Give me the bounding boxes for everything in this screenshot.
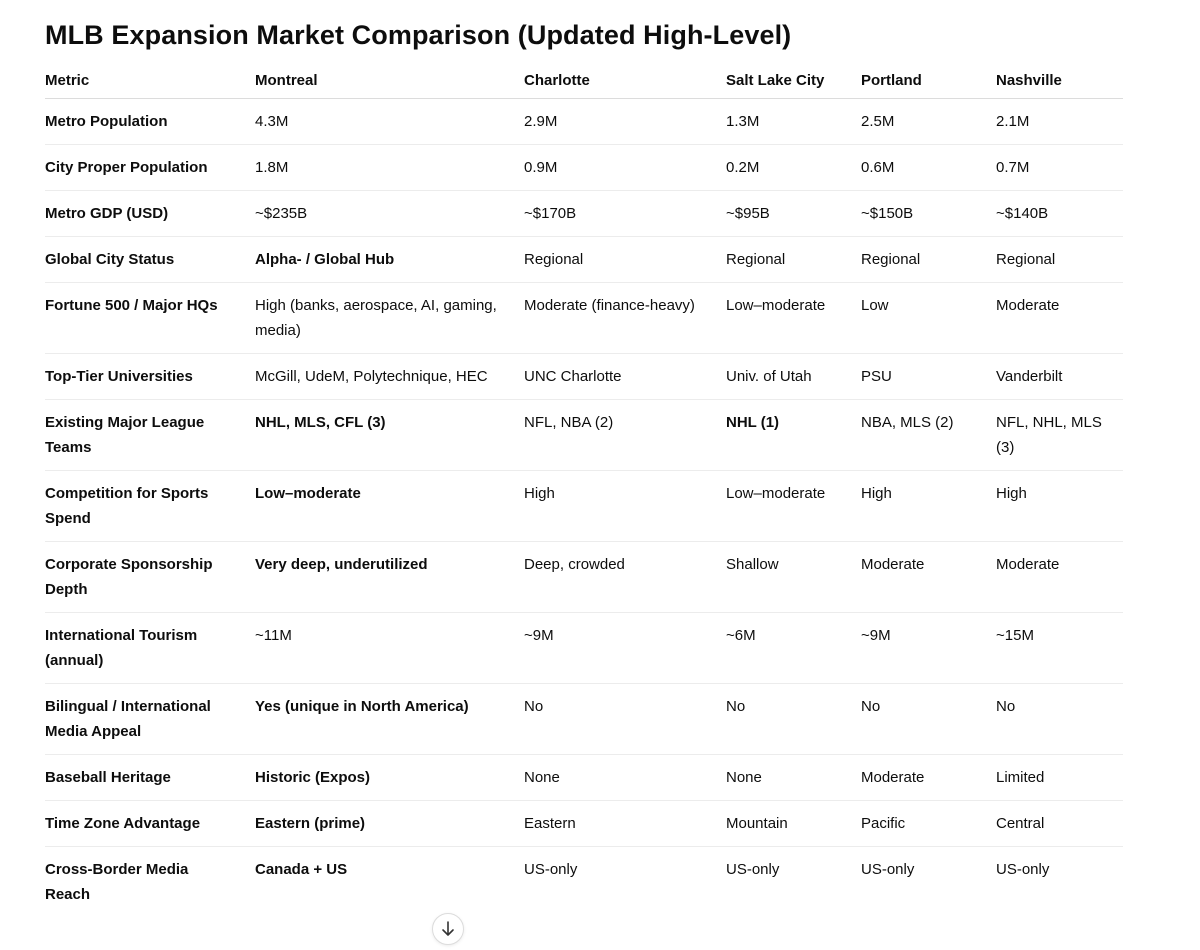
cell-nashville: ~15M xyxy=(996,613,1123,684)
cell-charlotte: UNC Charlotte xyxy=(524,354,726,400)
cell-nashville: Central xyxy=(996,801,1123,847)
cell-portland: Low xyxy=(861,283,996,354)
cell-portland: Moderate xyxy=(861,755,996,801)
scroll-to-bottom-button[interactable] xyxy=(432,913,464,945)
cell-portland: No xyxy=(861,684,996,755)
row-metric-label: Baseball Heritage xyxy=(45,755,255,801)
table-row xyxy=(45,145,1123,191)
table-row xyxy=(45,684,1123,755)
table-row xyxy=(45,542,1123,613)
row-metric-label: City Proper Population xyxy=(45,145,255,191)
table-header-row xyxy=(45,62,1123,99)
row-metric-label: Existing Major League Teams xyxy=(45,400,255,471)
cell-portland: US-only xyxy=(861,861,915,878)
cell-montreal: 1.8M xyxy=(255,145,524,191)
cell-portland: High xyxy=(861,471,996,542)
cell-charlotte: NFL, NBA (2) xyxy=(524,400,726,471)
cell-nashville: Regional xyxy=(996,237,1123,283)
header-montreal: Montreal xyxy=(255,62,524,99)
row-metric-label: International Tourism (annual) xyxy=(45,613,255,684)
table-row xyxy=(45,354,1123,400)
row-metric-label: Global City Status xyxy=(45,237,255,283)
cell-salt-lake-city: 1.3M xyxy=(726,99,861,145)
cell-portland: 2.5M xyxy=(861,99,996,145)
cell-portland: Pacific xyxy=(861,801,996,847)
cell-salt-lake-city: Univ. of Utah xyxy=(726,354,861,400)
cell-montreal: Low–moderate xyxy=(255,471,524,542)
cell-salt-lake-city: ~6M xyxy=(726,613,861,684)
table-row xyxy=(45,237,1123,283)
cell-montreal: Yes (unique in North America) xyxy=(255,684,524,755)
table-row xyxy=(45,471,1123,542)
cell-charlotte: Deep, crowded xyxy=(524,542,726,613)
cell-charlotte: None xyxy=(524,755,726,801)
cell-montreal: NHL, MLS, CFL (3) xyxy=(255,400,524,471)
cell-salt-lake-city: No xyxy=(726,684,861,755)
cell-nashville: Limited xyxy=(996,755,1123,801)
row-metric-label: Metro GDP (USD) xyxy=(45,191,255,237)
table-row xyxy=(45,801,1123,847)
cell-nashville: Moderate xyxy=(996,283,1123,354)
row-metric-label: Cross-Border Media Reach xyxy=(45,861,189,903)
cell-charlotte: Eastern xyxy=(524,801,726,847)
table-row xyxy=(45,283,1123,354)
row-metric-label: Time Zone Advantage xyxy=(45,801,255,847)
cell-nashville: 0.7M xyxy=(996,145,1123,191)
page-title: MLB Expansion Market Comparison (Updated High-Level) xyxy=(45,20,792,50)
cell-portland: 0.6M xyxy=(861,145,996,191)
cell-charlotte: High xyxy=(524,471,726,542)
table-row xyxy=(45,613,1123,684)
cell-portland: ~$150B xyxy=(861,191,996,237)
cell-portland: NBA, MLS (2) xyxy=(861,400,996,471)
table-row xyxy=(45,847,1123,918)
cell-nashville: Vanderbilt xyxy=(996,354,1123,400)
header-salt-lake-city: Salt Lake City xyxy=(726,62,861,99)
table-row xyxy=(45,755,1123,801)
cell-nashville: No xyxy=(996,684,1123,755)
header-metric: Metric xyxy=(45,62,255,99)
table-body xyxy=(45,99,1123,918)
cell-salt-lake-city: Mountain xyxy=(726,801,861,847)
header-portland: Portland xyxy=(861,62,996,99)
cell-montreal: Eastern (prime) xyxy=(255,801,524,847)
table-row xyxy=(45,400,1123,471)
cell-nashville: ~$140B xyxy=(996,191,1123,237)
cell-nashville: 2.1M xyxy=(996,99,1123,145)
cell-salt-lake-city: Low–moderate xyxy=(726,283,861,354)
cell-portland: ~9M xyxy=(861,613,996,684)
cell-salt-lake-city: Shallow xyxy=(726,542,861,613)
cell-salt-lake-city: None xyxy=(726,755,861,801)
cell-montreal: Alpha- / Global Hub xyxy=(255,237,524,283)
cell-montreal: 4.3M xyxy=(255,99,524,145)
cell-charlotte: No xyxy=(524,684,726,755)
cell-charlotte: Moderate (finance-heavy) xyxy=(524,283,726,354)
cell-salt-lake-city: US-only xyxy=(726,861,780,878)
header-charlotte: Charlotte xyxy=(524,62,726,99)
cell-montreal: High (banks, aerospace, AI, gaming, media) xyxy=(255,283,524,354)
cell-salt-lake-city: ~$95B xyxy=(726,191,861,237)
arrow-down-icon xyxy=(441,921,455,937)
cell-nashville: High xyxy=(996,471,1123,542)
cell-charlotte: US-only xyxy=(524,861,578,878)
cell-salt-lake-city: Regional xyxy=(726,237,861,283)
cell-montreal: McGill, UdeM, Polytechnique, HEC xyxy=(255,354,524,400)
table-row xyxy=(45,191,1123,237)
cell-salt-lake-city: 0.2M xyxy=(726,145,861,191)
cell-charlotte: ~$170B xyxy=(524,191,726,237)
comparison-table xyxy=(45,62,1123,917)
cell-montreal: Canada + US xyxy=(255,861,348,878)
cell-portland: PSU xyxy=(861,354,996,400)
row-metric-label: Fortune 500 / Major HQs xyxy=(45,283,255,354)
cell-nashville: NFL, NHL, MLS (3) xyxy=(996,400,1123,471)
cell-montreal: Very deep, underutilized xyxy=(255,542,524,613)
cell-charlotte: ~9M xyxy=(524,613,726,684)
cell-salt-lake-city: Low–moderate xyxy=(726,471,861,542)
row-metric-label: Top-Tier Universities xyxy=(45,354,255,400)
cell-charlotte: 0.9M xyxy=(524,145,726,191)
row-metric-label: Corporate Sponsorship Depth xyxy=(45,542,255,613)
row-metric-label: Metro Population xyxy=(45,99,255,145)
cell-portland: Moderate xyxy=(861,542,996,613)
cell-nashville: US-only xyxy=(996,861,1050,878)
row-metric-label: Bilingual / International Media Appeal xyxy=(45,684,255,755)
cell-nashville: Moderate xyxy=(996,542,1123,613)
cell-salt-lake-city: NHL (1) xyxy=(726,400,861,471)
row-metric-label: Competition for Sports Spend xyxy=(45,471,255,542)
table-row xyxy=(45,99,1123,145)
cell-charlotte: 2.9M xyxy=(524,99,726,145)
cell-montreal: Historic (Expos) xyxy=(255,755,524,801)
cell-portland: Regional xyxy=(861,237,996,283)
cell-montreal: ~11M xyxy=(255,613,524,684)
cell-montreal: ~$235B xyxy=(255,191,524,237)
cell-charlotte: Regional xyxy=(524,237,726,283)
header-nashville: Nashville xyxy=(996,62,1123,99)
